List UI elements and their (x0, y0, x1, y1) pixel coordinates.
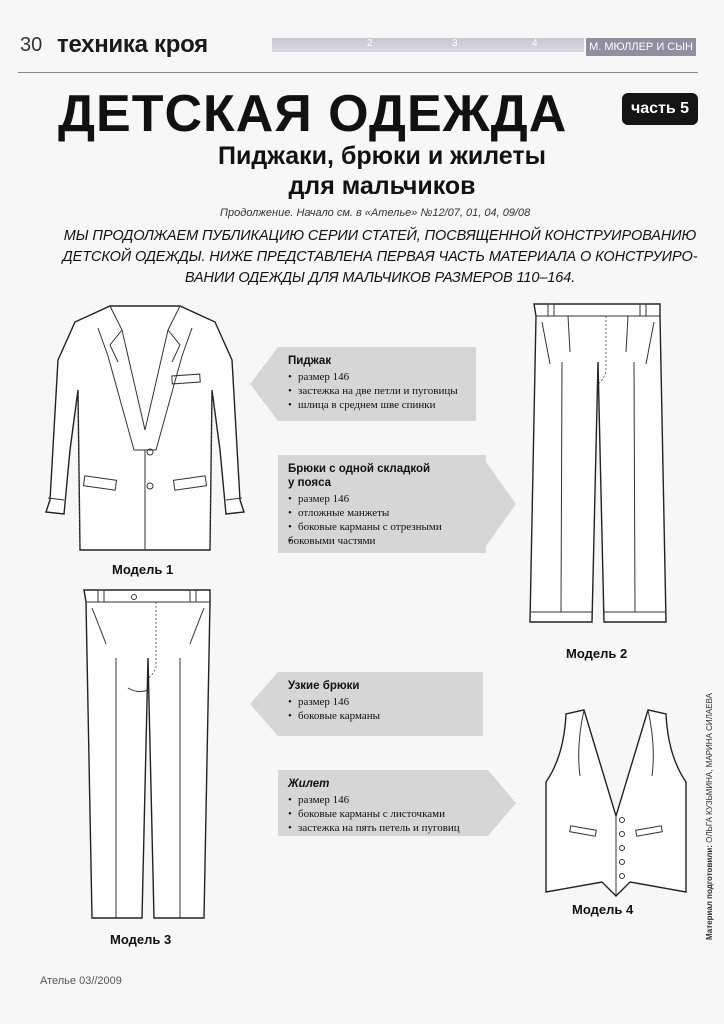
ruler-mark: 4 (532, 38, 538, 49)
page-title: ДЕТСКАЯ ОДЕЖДА (58, 85, 568, 143)
intro-paragraph (60, 226, 700, 289)
subtitle-line2: для мальчиков (288, 172, 476, 200)
spec-item: • отложные манжеты (288, 506, 476, 520)
intro-line: ДЕТСКОЙ ОДЕЖДЫ. НИЖЕ ПРЕДСТАВЛЕНА ПЕРВАЯ ЧАСТЬ МАТЕРИАЛА О КОНСТРУИРО- (62, 249, 698, 265)
spec-item: • размер 146 (288, 492, 476, 506)
intro-line: МЫ ПРОДОЛЖАЕМ ПУБЛИКАЦИЮ СЕРИИ СТАТЕЙ, ПОСВЯЩЕННОЙ КОНСТРУИРОВАНИЮ (63, 228, 697, 244)
jacket-illustration (40, 300, 250, 565)
spec-title: Брюки с одной складкой (288, 463, 431, 475)
model3-caption: Модель 3 (110, 932, 172, 947)
narrow-trousers-spec-box (278, 672, 483, 736)
spec-title: у пояса (288, 477, 332, 489)
spec-item: • размер 146 (288, 370, 466, 384)
vest-spec-box (278, 770, 488, 836)
part-badge: часть 5 (622, 93, 698, 125)
vest-box-arrow (488, 770, 516, 836)
pleat-trousers-box-arrow (486, 462, 516, 546)
vest-illustration (540, 706, 692, 898)
spec-item: • шлица в среднем шве спинки (288, 398, 466, 412)
spec-item: • размер 146 (288, 793, 478, 807)
spec-item: • боковые карманы (288, 709, 473, 723)
footer-issue: Ателье 03//2009 (40, 975, 122, 987)
header-divider (18, 72, 698, 73)
continuation-note: Продолжение. Начало см. в «Ателье» №12/07, 01, 04, 09/08 (220, 207, 531, 219)
spec-item: • застежка на две петли и пуговицы (288, 384, 466, 398)
spec-title: Пиджак (288, 355, 332, 367)
pleat-trousers-illustration (528, 302, 668, 637)
ruler-mark: 2 (367, 38, 373, 49)
narrow-trousers-illustration (78, 588, 216, 928)
spec-item: • застежка на пять петель и пуговиц (288, 821, 478, 835)
intro-line: ВАНИИ ОДЕЖДЫ ДЛЯ МАЛЬЧИКОВ РАЗМЕРОВ 110–164. (184, 270, 576, 286)
model2-caption: Модель 2 (566, 646, 628, 661)
spec-title: Узкие брюки (288, 680, 360, 692)
narrow-trousers-box-arrow (250, 672, 278, 736)
spec-item: • боковыми частями (288, 534, 476, 548)
ruler-mark: 3 (452, 38, 458, 49)
spec-item: • размер 146 (288, 695, 473, 709)
pleat-trousers-spec-box (278, 455, 486, 553)
spec-title: Жилет (288, 778, 330, 790)
brand-label: М. МЮЛЛЕР И СЫН (586, 38, 696, 56)
page-number: 30 (20, 34, 43, 56)
credits (700, 690, 720, 940)
jacket-box-arrow (250, 347, 278, 421)
jacket-spec-box (278, 347, 476, 421)
model4-caption: Модель 4 (572, 902, 634, 917)
section-title: техника кроя (57, 31, 208, 58)
credits-names: ОЛЬГА КУЗЬМИНА, МАРИНА СИЛАЕВА (705, 693, 714, 843)
header-ruler (272, 38, 584, 52)
subtitle-line1: Пиджаки, брюки и жилеты (218, 142, 546, 170)
credits-label: Материал подготовили: (705, 845, 714, 940)
model1-caption: Модель 1 (112, 562, 174, 577)
spec-item: • боковые карманы с листочками (288, 807, 478, 821)
spec-item: • боковые карманы с отрезными (288, 520, 476, 534)
